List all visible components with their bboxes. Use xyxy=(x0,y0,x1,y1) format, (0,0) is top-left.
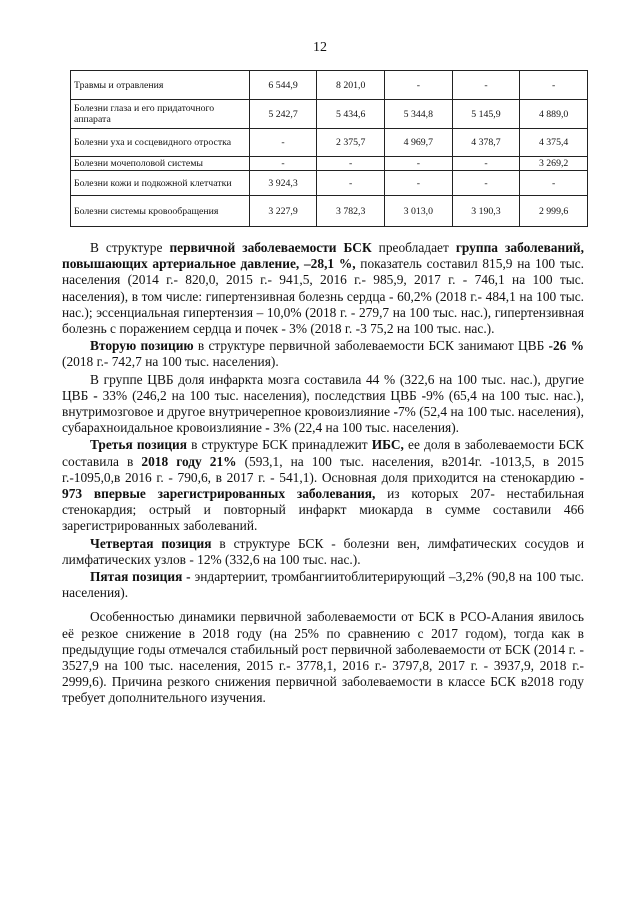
table-cell: 4 378,7 xyxy=(452,129,520,157)
table-row xyxy=(71,71,588,100)
row-label: Болезни уха и сосцевидного отростка xyxy=(71,129,250,157)
text-run: в структуре БСК - болезни вен, лимфатических сосудов и лимфатических узлов - 12% (332,6 на 100 тыс. нас.). xyxy=(62,535,584,567)
text-run: эндартериит, тромбангиитоблитерирующий –3,2% (90,8 на 100 тыс. населения). xyxy=(62,569,584,601)
table-cell: - xyxy=(249,129,317,157)
text-run: 7% (52,4 на 100 тыс. населения), субарахноидальное кровоизлияние xyxy=(62,404,584,436)
text-bold: Четвертая позиция xyxy=(90,535,212,551)
table-cell: 4 375,4 xyxy=(520,129,588,157)
paragraph-primary-morbidity xyxy=(62,240,584,337)
paragraph-cvd-group xyxy=(62,372,584,437)
paragraph-second-position xyxy=(62,338,584,370)
paragraph-fifth-position xyxy=(62,569,584,601)
text-bold: - xyxy=(265,420,270,436)
row-label: Болезни глаза и его придаточного аппарата xyxy=(71,100,250,129)
table-cell: 3 013,0 xyxy=(385,196,453,227)
text-run: преобладает xyxy=(371,240,456,255)
table-row xyxy=(71,129,588,157)
text-bold: Третья позиция xyxy=(90,437,188,453)
table-cell: - xyxy=(452,71,520,100)
text-run: в структуре первичной заболеваемости БСК занимают ЦВБ xyxy=(193,338,549,354)
row-label: Болезни кожи и подкожной клетчатки xyxy=(71,171,250,196)
text-run: В структуре xyxy=(90,240,170,255)
table-cell: - xyxy=(452,157,520,171)
text-bold: Вторую позицию xyxy=(90,338,194,354)
table-row xyxy=(71,157,588,171)
table-cell: 5 242,7 xyxy=(249,100,317,129)
page-number: 12 xyxy=(313,40,327,55)
text-bold: 2018 году 21% xyxy=(141,453,237,469)
text-run: (2018 г.- 742,7 на 100 тыс. населения). xyxy=(62,354,279,370)
table-cell: 6 544,9 xyxy=(249,71,317,100)
table-cell: 5 344,8 xyxy=(385,100,453,129)
text-bold: ИБС, xyxy=(371,437,404,453)
table-cell: - xyxy=(249,157,317,171)
text-bold: Пятая позиция - xyxy=(90,569,191,585)
table-cell: 5 434,6 xyxy=(317,100,385,129)
table-cell: 2 999,6 xyxy=(520,196,588,227)
text-run: 9% (65,4 на 100 тыс. нас.), внутримозговое и другое внутричерепное кровоизлияние xyxy=(62,387,584,420)
table-cell: - xyxy=(452,171,520,196)
text-run: показатель составил 815,9 на 100 тыс. населения (2014 г.- 820,0, 2015 г.- 941,5, 2016 г.- 985,9, 2017 г. - 746,1 на 100 тыс. населения), в том числе: гипертензивная болезнь сердца - 60,2% (2018 г.- 484,1 на 100 тыс. нас.); эссенциальная гипертензия – 10,0% (2018 г. - 279,7 на 100 тыс. нас.), гипертензивная болезнь с поражением сердца и почек - 3% (2018 г. -3 75,2 на 100 тыс. нас.). xyxy=(62,256,584,337)
text-bold: группа заболеваний, повышающих артериальное давление, –28,1 %, xyxy=(62,240,584,272)
table-cell: 3 924,3 xyxy=(249,171,317,196)
text-run: В группе ЦВБ доля инфаркта мозга составила 44 % (322,6 на 100 тыс. нас.), другие ЦВБ xyxy=(62,371,584,403)
table-cell: 4 889,0 xyxy=(520,100,588,129)
table-cell: 3 190,3 xyxy=(452,196,520,227)
table-cell: - xyxy=(520,171,588,196)
paragraph-fourth-position xyxy=(62,536,584,568)
table-cell: - xyxy=(317,157,385,171)
table-cell: 4 969,7 xyxy=(385,129,453,157)
table-cell: - xyxy=(385,171,453,196)
text-bold: первичной заболеваемости БСК xyxy=(169,240,372,255)
row-label: Болезни мочеполовой системы xyxy=(71,157,250,171)
table-cell: 3 227,9 xyxy=(249,196,317,227)
text-bold: - xyxy=(421,387,427,403)
text-bold: - xyxy=(93,387,98,403)
text-run: (593,1, на 100 тыс. населения, в2014г. -1013,5, в 2015 г.-1095,0,в 2016 г. - 790,6, в 2017 г. - 541,1). Основная доля приходится на стенокардию xyxy=(62,453,584,485)
table-cell: - xyxy=(520,71,588,100)
table-cell: 2 375,7 xyxy=(317,129,385,157)
table-cell: - xyxy=(317,171,385,196)
body-text xyxy=(62,240,584,708)
table-cell: - xyxy=(385,71,453,100)
row-label: Болезни системы кровообращения xyxy=(71,196,250,227)
table-row xyxy=(71,100,588,129)
disease-table xyxy=(70,70,588,227)
table-cell: 3 782,3 xyxy=(317,196,385,227)
table-cell: 3 269,2 xyxy=(520,157,588,171)
table-cell: 8 201,0 xyxy=(317,71,385,100)
text-run: из которых 207- нестабильная стенокардия; острый и повторный инфаркт миокарда в сумме составили 466 зарегистрированных заболеваний. xyxy=(62,486,584,534)
text-bold: -26 % xyxy=(548,338,585,354)
paragraph-third-position xyxy=(62,437,584,534)
table-cell: - xyxy=(385,157,453,171)
text-run: 3% (22,4 на 100 тыс. населения). xyxy=(269,420,460,436)
text-run: 33% (246,2 на 100 тыс. населения), последствия ЦВБ xyxy=(97,387,422,403)
table-row xyxy=(71,196,588,227)
text-bold: - xyxy=(393,404,398,420)
row-label: Травмы и отравления xyxy=(71,71,250,100)
table-row xyxy=(71,171,588,196)
text-run: в структуре БСК принадлежит xyxy=(187,437,372,453)
text-bold: - 973 впервые зарегистрированных заболевания, xyxy=(62,469,584,502)
text-run: ее доля в заболеваемости БСК составила в xyxy=(62,437,584,469)
paragraph-dynamics: Особенностью динамики первичной заболеваемости от БСК в РСО-Алания явилось её резкое снижение в 2018 году (на 25% по сравнению с 2017 годом), тогда как в предыдущие годы отмечался стабильный рост первичной заболеваемости от БСК (2014 г. - 3527,9 на 100 тыс. населения, 2015 г.- 3778,1, 2016 г.- 3797,8, 2017 г. - 3937,9, 2018 г.- 2999,6). Причина резкого снижения первичной заболеваемости в классе БСК в2018 году требует дополнительного изучения. xyxy=(62,609,584,706)
table-cell: 5 145,9 xyxy=(452,100,520,129)
